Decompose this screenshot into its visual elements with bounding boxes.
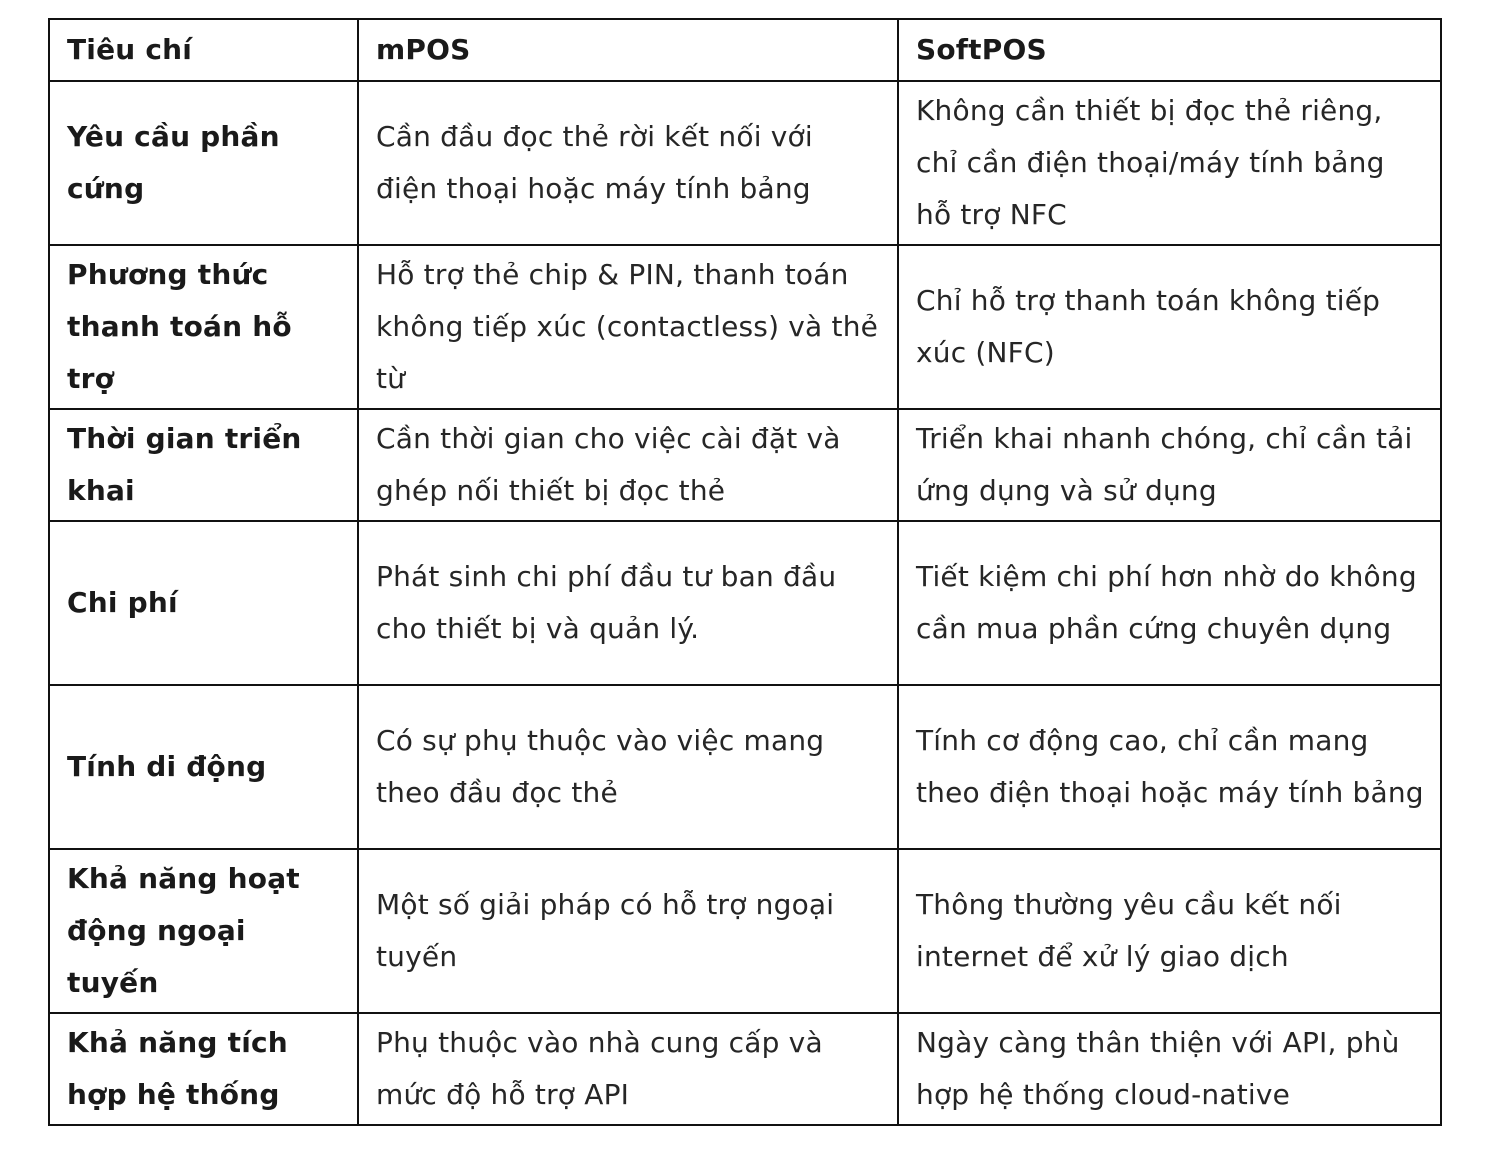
softpos-cell: Tính cơ động cao, chỉ cần mang theo điện thoại hoặc máy tính bảng [898,685,1441,849]
header-mpos: mPOS [358,19,898,81]
comparison-table-container [48,18,1440,1126]
softpos-cell: Ngày càng thân thiện với API, phù hợp hệ thống cloud-native [898,1013,1441,1125]
table-row [49,1013,1441,1125]
criterion-cell: Thời gian triển khai [49,409,358,521]
mpos-cell: Một số giải pháp có hỗ trợ ngoại tuyến [358,849,898,1013]
header-criterion: Tiêu chí [49,19,358,81]
mpos-softpos-comparison-table [48,18,1442,1126]
table-header-row [49,19,1441,81]
table-row [49,521,1441,685]
table-row [49,849,1441,1013]
table-row [49,409,1441,521]
criterion-cell: Tính di động [49,685,358,849]
mpos-cell: Phát sinh chi phí đầu tư ban đầu cho thiết bị và quản lý. [358,521,898,685]
criterion-cell: Khả năng tích hợp hệ thống [49,1013,358,1125]
criterion-cell: Phương thức thanh toán hỗ trợ [49,245,358,409]
table-row [49,245,1441,409]
softpos-cell: Không cần thiết bị đọc thẻ riêng, chỉ cần điện thoại/máy tính bảng hỗ trợ NFC [898,81,1441,245]
criterion-cell: Khả năng hoạt động ngoại tuyến [49,849,358,1013]
softpos-cell: Triển khai nhanh chóng, chỉ cần tải ứng dụng và sử dụng [898,409,1441,521]
softpos-cell: Tiết kiệm chi phí hơn nhờ do không cần mua phần cứng chuyên dụng [898,521,1441,685]
mpos-cell: Có sự phụ thuộc vào việc mang theo đầu đọc thẻ [358,685,898,849]
mpos-cell: Phụ thuộc vào nhà cung cấp và mức độ hỗ trợ API [358,1013,898,1125]
mpos-cell: Cần thời gian cho việc cài đặt và ghép nối thiết bị đọc thẻ [358,409,898,521]
softpos-cell: Thông thường yêu cầu kết nối internet để xử lý giao dịch [898,849,1441,1013]
criterion-cell: Chi phí [49,521,358,685]
softpos-cell: Chỉ hỗ trợ thanh toán không tiếp xúc (NFC) [898,245,1441,409]
table-row [49,685,1441,849]
header-softpos: SoftPOS [898,19,1441,81]
criterion-cell: Yêu cầu phần cứng [49,81,358,245]
mpos-cell: Cần đầu đọc thẻ rời kết nối với điện thoại hoặc máy tính bảng [358,81,898,245]
mpos-cell: Hỗ trợ thẻ chip & PIN, thanh toán không tiếp xúc (contactless) và thẻ từ [358,245,898,409]
table-row [49,81,1441,245]
